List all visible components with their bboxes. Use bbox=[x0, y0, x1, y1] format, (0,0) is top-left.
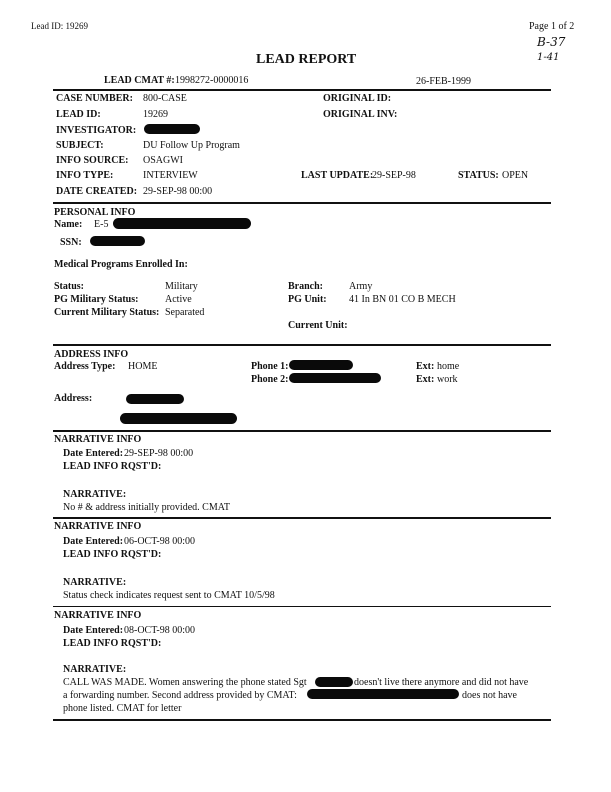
cmat-label: LEAD CMAT #: bbox=[104, 75, 175, 86]
narrative-text: No # & address initially provided. CMAT bbox=[63, 502, 230, 513]
lead-info-rqstd-label: LEAD INFO RQST'D: bbox=[63, 461, 162, 472]
handwritten-note-2: 1-41 bbox=[537, 52, 560, 63]
ext1-value: home bbox=[437, 361, 460, 372]
redaction bbox=[126, 394, 184, 404]
ext2-value: work bbox=[437, 374, 458, 385]
ssn-label: SSN: bbox=[60, 237, 82, 248]
page-indicator: Page 1 of 2 bbox=[529, 21, 575, 32]
date-entered-label: Date Entered: bbox=[63, 536, 124, 547]
case-number-label: CASE NUMBER: bbox=[56, 93, 133, 104]
subject-label: SUBJECT: bbox=[56, 140, 104, 151]
narrative-label: NARRATIVE: bbox=[63, 664, 127, 675]
narrative-label: NARRATIVE: bbox=[63, 489, 127, 500]
page-title: LEAD REPORT bbox=[256, 52, 357, 67]
narrative-info-title: NARRATIVE INFO bbox=[54, 610, 142, 621]
lead-id-label: LEAD ID: bbox=[56, 109, 101, 120]
report-date: 26-FEB-1999 bbox=[416, 76, 471, 87]
address-info-title: ADDRESS INFO bbox=[54, 349, 129, 360]
narrative-info-title: NARRATIVE INFO bbox=[54, 521, 142, 532]
medical-programs-label: Medical Programs Enrolled In: bbox=[54, 259, 188, 270]
narrative-label: NARRATIVE: bbox=[63, 577, 127, 588]
branch-value: Army bbox=[349, 281, 373, 292]
divider bbox=[53, 719, 551, 721]
name-prefix: E-5 bbox=[94, 219, 109, 230]
last-update-value: 29-SEP-98 bbox=[372, 170, 416, 181]
redaction bbox=[90, 236, 145, 246]
redaction bbox=[315, 677, 353, 687]
ext1-label: Ext: bbox=[416, 361, 435, 372]
personal-info-title: PERSONAL INFO bbox=[54, 207, 136, 218]
current-military-status-label: Current Military Status: bbox=[54, 307, 160, 318]
lead-id-value: 19269 bbox=[143, 109, 168, 120]
current-military-status-value: Separated bbox=[165, 307, 205, 318]
redaction bbox=[120, 413, 237, 424]
handwritten-note-1: B-37 bbox=[537, 35, 566, 49]
phone2-label: Phone 2: bbox=[251, 374, 289, 385]
narrative-text-line1a: CALL WAS MADE. Women answering the phone stated Sgt bbox=[63, 677, 307, 688]
status-value: OPEN bbox=[502, 170, 529, 181]
phone1-label: Phone 1: bbox=[251, 361, 289, 372]
redaction bbox=[144, 124, 200, 134]
ext2-label: Ext: bbox=[416, 374, 435, 385]
info-source-value: OSAGWI bbox=[143, 155, 183, 166]
branch-label: Branch: bbox=[288, 281, 323, 292]
subject-value: DU Follow Up Program bbox=[143, 140, 240, 151]
date-entered-value: 08-OCT-98 00:00 bbox=[124, 625, 196, 636]
info-type-value: INTERVIEW bbox=[143, 170, 198, 181]
cmat-value: 1998272-0000016 bbox=[175, 75, 249, 86]
status-mil-label: Status: bbox=[54, 281, 85, 292]
divider bbox=[53, 344, 551, 346]
original-inv-label: ORIGINAL INV: bbox=[323, 109, 398, 120]
date-entered-label: Date Entered: bbox=[63, 448, 124, 459]
investigator-label: INVESTIGATOR: bbox=[56, 125, 137, 136]
case-number-value: 800-CASE bbox=[143, 93, 187, 104]
narrative-text-line2a: a forwarding number. Second address provided by CMAT: bbox=[63, 690, 297, 701]
redaction bbox=[289, 360, 353, 370]
divider bbox=[53, 89, 551, 91]
redaction bbox=[113, 218, 251, 229]
divider bbox=[53, 430, 551, 432]
redaction bbox=[307, 689, 459, 699]
narrative-text-line3: phone listed. CMAT for letter bbox=[63, 703, 182, 714]
date-created-label: DATE CREATED: bbox=[56, 186, 138, 197]
date-created-value: 29-SEP-98 00:00 bbox=[143, 186, 213, 197]
date-entered-value: 29-SEP-98 00:00 bbox=[124, 448, 194, 459]
pg-military-status-label: PG Military Status: bbox=[54, 294, 139, 305]
date-entered-value: 06-OCT-98 00:00 bbox=[124, 536, 196, 547]
address-type-label: Address Type: bbox=[54, 361, 116, 372]
redaction bbox=[289, 373, 381, 383]
pg-unit-label: PG Unit: bbox=[288, 294, 327, 305]
address-type-value: HOME bbox=[128, 361, 158, 372]
divider bbox=[53, 517, 551, 519]
status-mil-value: Military bbox=[165, 281, 198, 292]
narrative-text-line1b: doesn't live there anymore and did not have bbox=[354, 677, 529, 688]
address-label: Address: bbox=[54, 393, 93, 404]
narrative-text-line2b: does not have bbox=[462, 690, 517, 701]
pg-military-status-value: Active bbox=[165, 294, 192, 305]
name-label: Name: bbox=[54, 219, 83, 230]
status-label: STATUS: bbox=[458, 170, 499, 181]
last-update-label: LAST UPDATE: bbox=[301, 170, 374, 181]
divider bbox=[53, 202, 551, 204]
pg-unit-value: 41 In BN 01 CO B MECH bbox=[349, 294, 456, 305]
info-type-label: INFO TYPE: bbox=[56, 170, 114, 181]
lead-id-top: Lead ID: 19269 bbox=[31, 21, 88, 31]
narrative-text: Status check indicates request sent to CMAT 10/5/98 bbox=[63, 590, 275, 601]
date-entered-label: Date Entered: bbox=[63, 625, 124, 636]
current-unit-label: Current Unit: bbox=[288, 320, 348, 331]
lead-info-rqstd-label: LEAD INFO RQST'D: bbox=[63, 549, 162, 560]
lead-info-rqstd-label: LEAD INFO RQST'D: bbox=[63, 638, 162, 649]
info-source-label: INFO SOURCE: bbox=[56, 155, 129, 166]
divider bbox=[53, 606, 551, 607]
narrative-info-title: NARRATIVE INFO bbox=[54, 434, 142, 445]
original-id-label: ORIGINAL ID: bbox=[323, 93, 392, 104]
